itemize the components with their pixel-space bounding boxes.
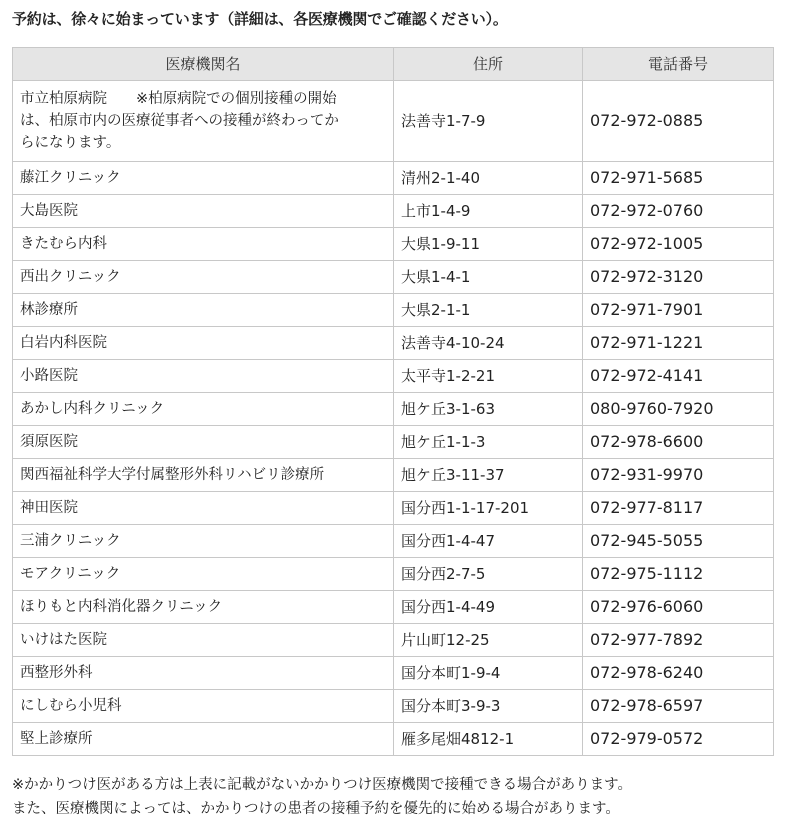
clinic-phone: 072-978-6240 bbox=[583, 657, 774, 690]
table-row bbox=[13, 492, 774, 525]
clinic-phone: 072-945-5055 bbox=[583, 525, 774, 558]
table-row bbox=[13, 459, 774, 492]
clinic-name-cell bbox=[13, 723, 394, 756]
clinic-phone: 072-971-1221 bbox=[583, 327, 774, 360]
clinic-address: 清州2-1-40 bbox=[394, 162, 583, 195]
table-row bbox=[13, 81, 774, 162]
clinic-address: 国分本町3-9-3 bbox=[394, 690, 583, 723]
clinic-name-cell bbox=[13, 228, 394, 261]
clinic-address: 国分西1-1-17-201 bbox=[394, 492, 583, 525]
clinic-name: 大島医院 bbox=[20, 203, 78, 219]
table-row bbox=[13, 723, 774, 756]
clinic-name-cell bbox=[13, 195, 394, 228]
clinic-address: 旭ケ丘3-1-63 bbox=[394, 393, 583, 426]
clinic-name-cell bbox=[13, 360, 394, 393]
clinic-name: 市立柏原病院 ※柏原病院での個別接種の開始 は、柏原市内の医療従事者への接種が終わってか らになります。 bbox=[20, 91, 339, 151]
clinic-name-cell bbox=[13, 657, 394, 690]
clinic-phone: 072-972-1005 bbox=[583, 228, 774, 261]
clinic-name: 白岩内科医院 bbox=[20, 335, 107, 351]
clinic-address: 大県1-9-11 bbox=[394, 228, 583, 261]
clinic-name: にしむら小児科 bbox=[20, 698, 122, 714]
clinic-name-cell bbox=[13, 294, 394, 327]
clinic-name: 堅上診療所 bbox=[20, 731, 93, 747]
clinic-phone: 072-972-0885 bbox=[583, 81, 774, 162]
clinic-phone: 072-979-0572 bbox=[583, 723, 774, 756]
table-row bbox=[13, 294, 774, 327]
footnote-line-1: ※かかりつけ医がある方は上表に記載がないかかりつけ医療機関で接種できる場合があります。 bbox=[12, 777, 632, 793]
table-row bbox=[13, 657, 774, 690]
column-header-name: 医療機関名 bbox=[13, 48, 394, 81]
clinic-name-cell bbox=[13, 624, 394, 657]
clinic-address: 法善寺1-7-9 bbox=[394, 81, 583, 162]
table-row bbox=[13, 228, 774, 261]
clinic-address: 旭ケ丘1-1-3 bbox=[394, 426, 583, 459]
column-header-address: 住所 bbox=[394, 48, 583, 81]
clinic-name-cell bbox=[13, 525, 394, 558]
footnote-line-2: また、医療機関によっては、かかりつけの患者の接種予約を優先的に始める場合があります。 bbox=[12, 801, 620, 817]
clinic-address: 上市1-4-9 bbox=[394, 195, 583, 228]
clinic-address: 雁多尾畑4812-1 bbox=[394, 723, 583, 756]
table-row bbox=[13, 393, 774, 426]
clinic-name-cell bbox=[13, 327, 394, 360]
clinic-address: 国分本町1-9-4 bbox=[394, 657, 583, 690]
clinic-name-cell bbox=[13, 492, 394, 525]
clinic-phone: 072-975-1112 bbox=[583, 558, 774, 591]
clinic-address: 国分西2-7-5 bbox=[394, 558, 583, 591]
clinic-table bbox=[12, 47, 774, 756]
clinic-name: 林診療所 bbox=[20, 302, 78, 318]
clinic-name: 神田医院 bbox=[20, 500, 78, 516]
clinic-name: 三浦クリニック bbox=[20, 533, 121, 549]
table-row bbox=[13, 525, 774, 558]
table-row bbox=[13, 558, 774, 591]
clinic-name: モアクリニック bbox=[20, 566, 121, 582]
table-row bbox=[13, 624, 774, 657]
table-row bbox=[13, 426, 774, 459]
clinic-name-cell bbox=[13, 162, 394, 195]
clinic-phone: 072-972-0760 bbox=[583, 195, 774, 228]
clinic-phone: 072-972-4141 bbox=[583, 360, 774, 393]
clinic-phone: 072-978-6597 bbox=[583, 690, 774, 723]
clinic-address: 大県1-4-1 bbox=[394, 261, 583, 294]
table-row bbox=[13, 162, 774, 195]
column-header-phone: 電話番号 bbox=[583, 48, 774, 81]
clinic-name: きたむら内科 bbox=[20, 236, 107, 252]
table-row bbox=[13, 327, 774, 360]
clinic-name-cell bbox=[13, 690, 394, 723]
clinic-address: 片山町12-25 bbox=[394, 624, 583, 657]
clinic-name: 関西福祉科学大学付属整形外科リハビリ診療所 bbox=[20, 467, 325, 483]
clinic-phone: 080-9760-7920 bbox=[583, 393, 774, 426]
clinic-name-cell bbox=[13, 261, 394, 294]
clinic-address: 旭ケ丘3-11-37 bbox=[394, 459, 583, 492]
footnote bbox=[12, 773, 632, 821]
clinic-phone: 072-976-6060 bbox=[583, 591, 774, 624]
table-row bbox=[13, 360, 774, 393]
clinic-address: 太平寺1-2-21 bbox=[394, 360, 583, 393]
clinic-name: 西整形外科 bbox=[20, 665, 93, 681]
clinic-name: いけはた医院 bbox=[20, 632, 107, 648]
clinic-name-cell bbox=[13, 81, 394, 162]
table-row bbox=[13, 591, 774, 624]
clinic-name: ほりもと内科消化器クリニック bbox=[20, 599, 223, 615]
clinic-name: 小路医院 bbox=[20, 368, 78, 384]
page-heading: 予約は、徐々に始まっています（詳細は、各医療機関でご確認ください）。 bbox=[12, 10, 508, 28]
clinic-name-cell bbox=[13, 591, 394, 624]
clinic-name: 藤江クリニック bbox=[20, 170, 121, 186]
clinic-phone: 072-972-3120 bbox=[583, 261, 774, 294]
clinic-address: 国分西1-4-49 bbox=[394, 591, 583, 624]
clinic-phone: 072-931-9970 bbox=[583, 459, 774, 492]
clinic-name: 西出クリニック bbox=[20, 269, 121, 285]
clinic-name-cell bbox=[13, 393, 394, 426]
clinic-address: 国分西1-4-47 bbox=[394, 525, 583, 558]
clinic-phone: 072-978-6600 bbox=[583, 426, 774, 459]
clinic-name-cell bbox=[13, 459, 394, 492]
table-row bbox=[13, 690, 774, 723]
clinic-phone: 072-977-8117 bbox=[583, 492, 774, 525]
table-row bbox=[13, 261, 774, 294]
table-header-row bbox=[13, 48, 774, 81]
clinic-address: 大県2-1-1 bbox=[394, 294, 583, 327]
clinic-phone: 072-977-7892 bbox=[583, 624, 774, 657]
clinic-name-cell bbox=[13, 558, 394, 591]
clinic-name: 須原医院 bbox=[20, 434, 78, 450]
table-row bbox=[13, 195, 774, 228]
clinic-phone: 072-971-5685 bbox=[583, 162, 774, 195]
clinic-name: あかし内科クリニック bbox=[20, 401, 165, 417]
clinic-name-cell bbox=[13, 426, 394, 459]
clinic-phone: 072-971-7901 bbox=[583, 294, 774, 327]
clinic-table-body bbox=[13, 81, 774, 756]
clinic-address: 法善寺4-10-24 bbox=[394, 327, 583, 360]
